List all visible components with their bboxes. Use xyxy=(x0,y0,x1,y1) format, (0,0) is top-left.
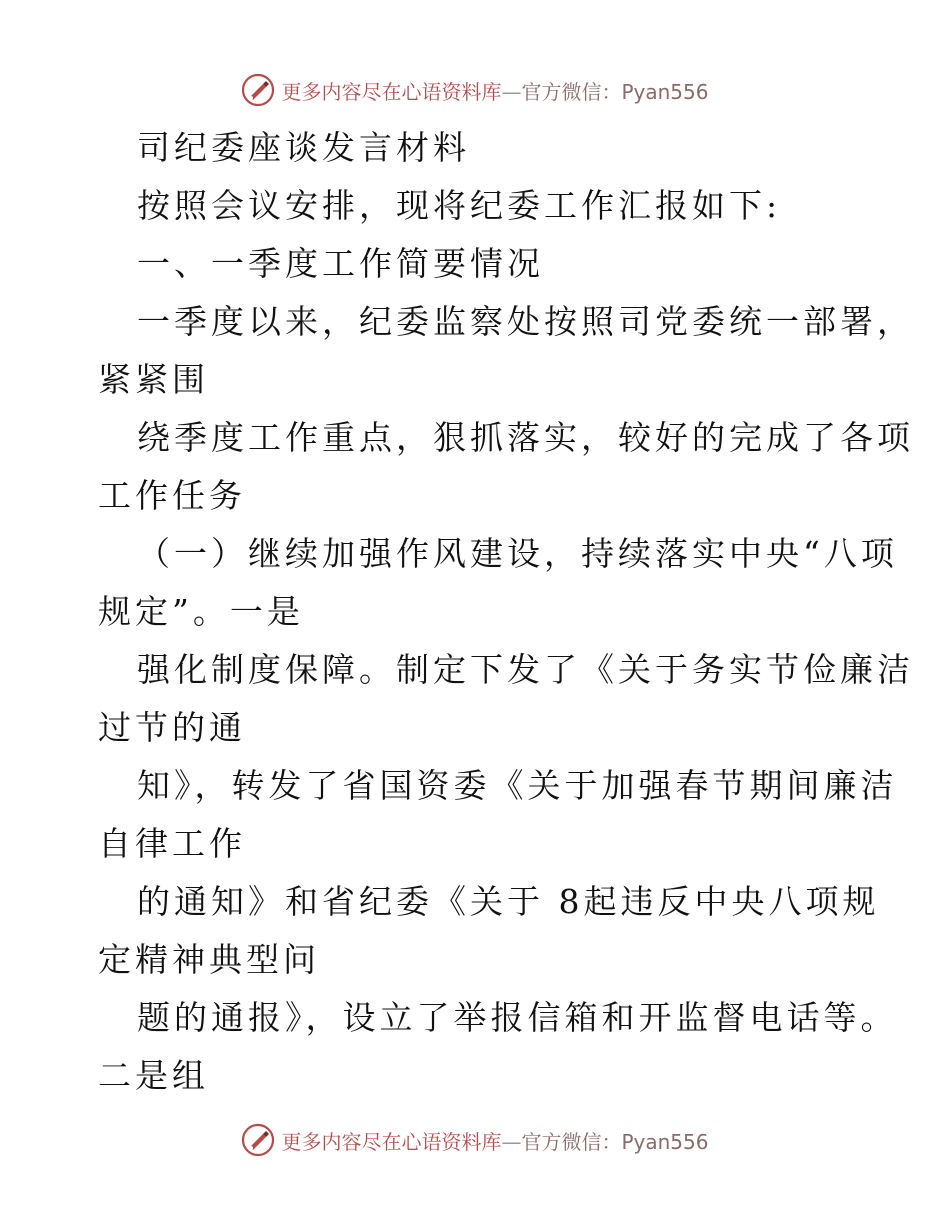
doc-line: 工作任务 xyxy=(98,476,246,515)
doc-line: 紧紧围 xyxy=(98,360,209,399)
doc-line: 的通知》和省纪委《关于 8起违反中央八项规 xyxy=(137,882,880,921)
watermark-main: 更多内容尽在心语资料库 xyxy=(281,1129,502,1154)
watermark-text xyxy=(281,1126,708,1155)
watermark-main: 更多内容尽在心语资料库 xyxy=(281,79,502,104)
doc-line: 规定”。一是 xyxy=(98,592,304,631)
doc-line: 定精神典型问 xyxy=(98,940,320,979)
watermark-text xyxy=(281,76,708,105)
doc-line: 题的通报》，设立了举报信箱和开监督电话等。 xyxy=(137,998,898,1037)
doc-line: 绕季度工作重点，狠抓落实，较好的完成了各项 xyxy=(137,418,914,457)
watermark-wechat: 官方微信：Pyan556 xyxy=(521,79,709,104)
section-heading: 一、一季度工作简要情况 xyxy=(137,244,544,283)
doc-line: 一季度以来，纪委监察处按照司党委统一部署， xyxy=(137,302,914,341)
subsection-heading: （一）继续加强作风建设，持续落实中央“八项 xyxy=(137,534,898,573)
doc-line: 过节的通 xyxy=(98,708,246,747)
watermark-wechat: 官方微信：Pyan556 xyxy=(521,1129,709,1154)
doc-line: 按照会议安排，现将纪委工作汇报如下: xyxy=(137,186,782,225)
watermark-separator: — xyxy=(501,1129,522,1154)
doc-line: 自律工作 xyxy=(98,824,246,863)
pen-logo-icon xyxy=(241,73,275,107)
header-watermark-banner xyxy=(0,70,950,110)
footer-watermark-banner xyxy=(0,1120,950,1160)
watermark-separator: — xyxy=(501,79,522,104)
doc-line: 强化制度保障。制定下发了《关于务实节俭廉洁 xyxy=(137,650,914,689)
doc-line: 知》，转发了省国资委《关于加强春节期间廉洁 xyxy=(137,766,898,805)
doc-line: 二是组 xyxy=(98,1056,209,1095)
pen-logo-icon xyxy=(241,1123,275,1157)
doc-title: 司纪委座谈发言材料 xyxy=(137,128,470,167)
